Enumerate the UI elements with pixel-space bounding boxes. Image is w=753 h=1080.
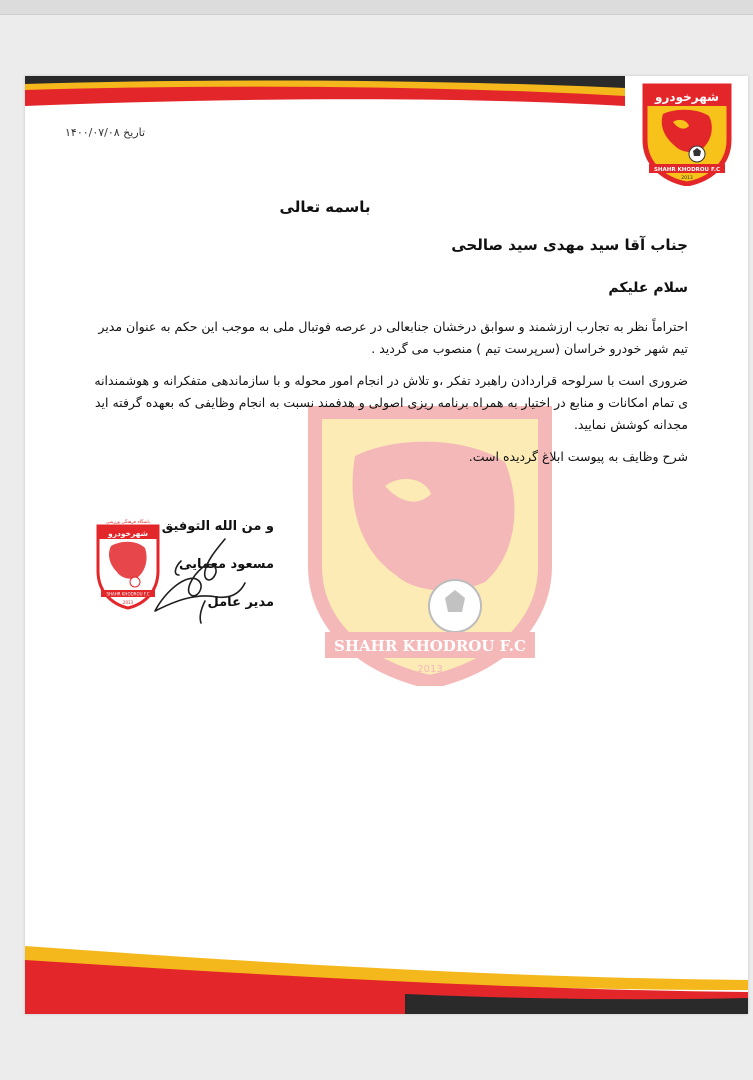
footer-band <box>25 934 748 1014</box>
body-paragraph: شرح وظایف به پیوست ابلاغ گردیده است. <box>468 449 688 464</box>
letter-body <box>88 316 688 478</box>
stamp-banner-text: شهرخودرو <box>108 529 148 538</box>
club-logo <box>639 80 735 186</box>
watermark-club-name: SHAHR KHODROU F.C <box>334 637 526 655</box>
logo-banner-text: شهرخودرو <box>655 90 719 104</box>
body-paragraph: ضروری است با سرلوحه قراردادن راهبرد تفکر ،و تلاش در انجام امور محوله و با سازماندهی متفکرانه و هوشمندانه ی تمام امکانات و منابع در اختیار به همراه برنامه ریزی اصولی و هدفمند نسبت به انجام وظایفی که بعهده گرفته اید مجدانه کوشش نمایید. <box>94 373 688 432</box>
stamp-year: 2013 <box>122 600 134 605</box>
letter-greeting: سلام علیکم <box>608 280 688 296</box>
stamp-top-text: باشگاه فرهنگی ورزشی <box>105 520 151 525</box>
closing-phrase: و من الله التوفیق <box>161 519 274 534</box>
body-paragraph: احتراماً نظر به تجارب ارزشمند و سوابق درخشان جنابعالی در عرصه فوتبال ملی به موجب این حکم به عنوان مدیر تیم شهر خودرو خراسان (سرپرست تیم ) منصوب می گردید . <box>98 319 688 356</box>
letter-date: تاریخ ۱۴۰۰/۰۷/۰۸ <box>65 126 146 139</box>
logo-year: 2013 <box>681 176 693 181</box>
stamp-bottom-text: SHAHR KHODROU F.C <box>106 591 150 597</box>
watermark-year: 2013 <box>417 664 443 675</box>
viewer-top-bar <box>0 0 753 15</box>
signature <box>145 531 255 626</box>
logo-club-name: SHAHR KHODROU F.C <box>653 167 721 173</box>
signer-title: مدیر عامل <box>207 595 274 610</box>
signer-name: مسعود معمایی <box>179 557 274 572</box>
letter-recipient: جناب آقا سید مهدی سید صالحی <box>451 236 688 254</box>
letter-page <box>25 76 748 1014</box>
letter-title: باسمه تعالی <box>279 198 371 216</box>
